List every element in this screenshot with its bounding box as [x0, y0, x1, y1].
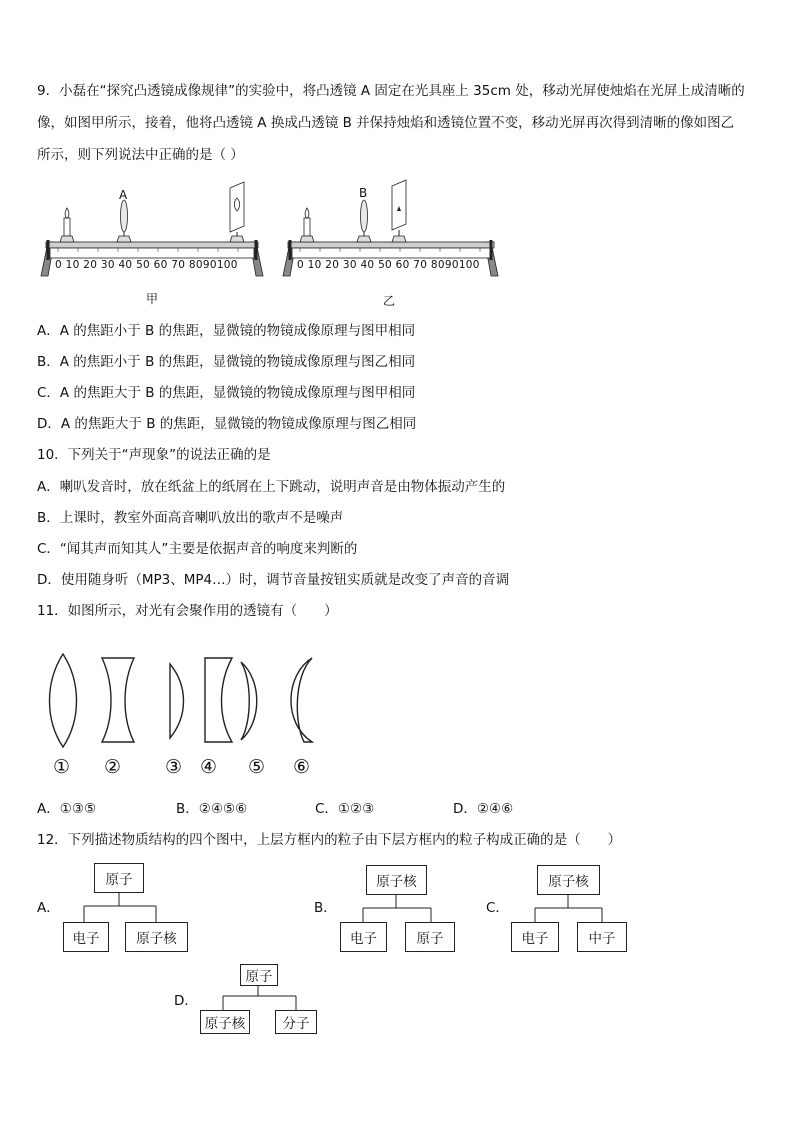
- q9-option-c: C．A 的焦距大于 B 的焦距，显微镜的物镜成像原理与图甲相同: [37, 385, 416, 401]
- q12-option-a-letter: A．: [37, 900, 60, 916]
- q10-stem: 10．下列关于“声现象”的说法正确的是: [37, 447, 271, 463]
- figure-a-caption: 甲: [146, 292, 159, 306]
- q12-d-right-box: 分子: [275, 1010, 317, 1034]
- q12-option-c-letter: C．: [486, 900, 509, 916]
- q12-b-left-box: 电子: [340, 922, 387, 952]
- q12-c-left-box: 电子: [511, 922, 559, 952]
- q9-option-d: D．A 的焦距大于 B 的焦距，显微镜的物镜成像原理与图乙相同: [37, 416, 417, 432]
- bench-a-scale: 0 10 20 30 40 50 60 70 8090100: [55, 259, 238, 271]
- q12-a-right-box: 原子核: [125, 922, 188, 952]
- q9-option-a: A．A 的焦距小于 B 的焦距，显微镜的物镜成像原理与图甲相同: [37, 323, 416, 339]
- q12-a-top-box: 原子: [94, 863, 144, 893]
- q9-stem-line-3: 所示，则下列说法中正确的是（ ）: [37, 147, 244, 163]
- lens-label-6: ⑥: [293, 756, 311, 778]
- q10-option-c: C．“闻其声而知其人”主要是依据声音的响度来判断的: [37, 541, 358, 557]
- q11-option-c: C．①②③: [315, 801, 375, 817]
- figure-b-caption: 乙: [383, 294, 396, 308]
- q12-c-top-box: 原子核: [537, 865, 600, 895]
- bench-b-scale: 0 10 20 30 40 50 60 70 8090100: [297, 259, 480, 271]
- lens-label-5: ⑤: [248, 756, 266, 778]
- q12-option-d-letter: D．: [174, 993, 198, 1009]
- q9-option-b: B．A 的焦距小于 B 的焦距，显微镜的物镜成像原理与图乙相同: [37, 354, 416, 370]
- q10-option-a: A．喇叭发音时，放在纸盆上的纸屑在上下跳动，说明声音是由物体振动产生的: [37, 479, 506, 495]
- q12-stem: 12．下列描述物质结构的四个图中，上层方框内的粒子由下层方框内的粒子构成正确的是（ ）: [37, 832, 622, 848]
- q10-option-d: D．使用随身听（MP3、MP4…）时，调节音量按钮实质就是改变了声音的音调: [37, 572, 510, 588]
- q11-option-a: A．①③⑤: [37, 801, 97, 817]
- q12-option-b-letter: B．: [314, 900, 337, 916]
- q11-stem: 11．如图所示，对光有会聚作用的透镜有（ ）: [37, 603, 338, 619]
- q12-b-top-box: 原子核: [366, 865, 427, 895]
- lens-label-3: ③: [165, 756, 183, 778]
- q12-d-top-box: 原子: [240, 964, 278, 986]
- q11-option-d: D．②④⑥: [453, 801, 514, 817]
- lens-label-4: ④: [200, 756, 218, 778]
- q9-stem-line-2: 像，如图甲所示，接着，他将凸透镜 A 换成凸透镜 B 并保持烛焰和透镜位置不变，移动光屏再次得到清晰的像如图乙: [37, 115, 735, 131]
- lens-label-1: ①: [53, 756, 71, 778]
- q12-a-left-box: 电子: [63, 922, 109, 952]
- q10-option-b: B．上课时，教室外面高音喇叭放出的歌声不是噪声: [37, 510, 344, 526]
- q12-d-left-box: 原子核: [200, 1010, 250, 1034]
- q11-option-b: B．②④⑤⑥: [176, 801, 248, 817]
- lens-label-2: ②: [104, 756, 122, 778]
- lens-label-b: B: [359, 186, 368, 200]
- q9-stem-line-1: 9．小磊在“探究凸透镜成像规律”的实验中，将凸透镜 A 固定在光具座上 35cm 处，移动光屏使烛焰在光屏上成清晰的: [37, 83, 745, 99]
- lens-label-a: A: [119, 188, 128, 202]
- q12-c-right-box: 中子: [577, 922, 627, 952]
- q12-b-right-box: 原子: [405, 922, 455, 952]
